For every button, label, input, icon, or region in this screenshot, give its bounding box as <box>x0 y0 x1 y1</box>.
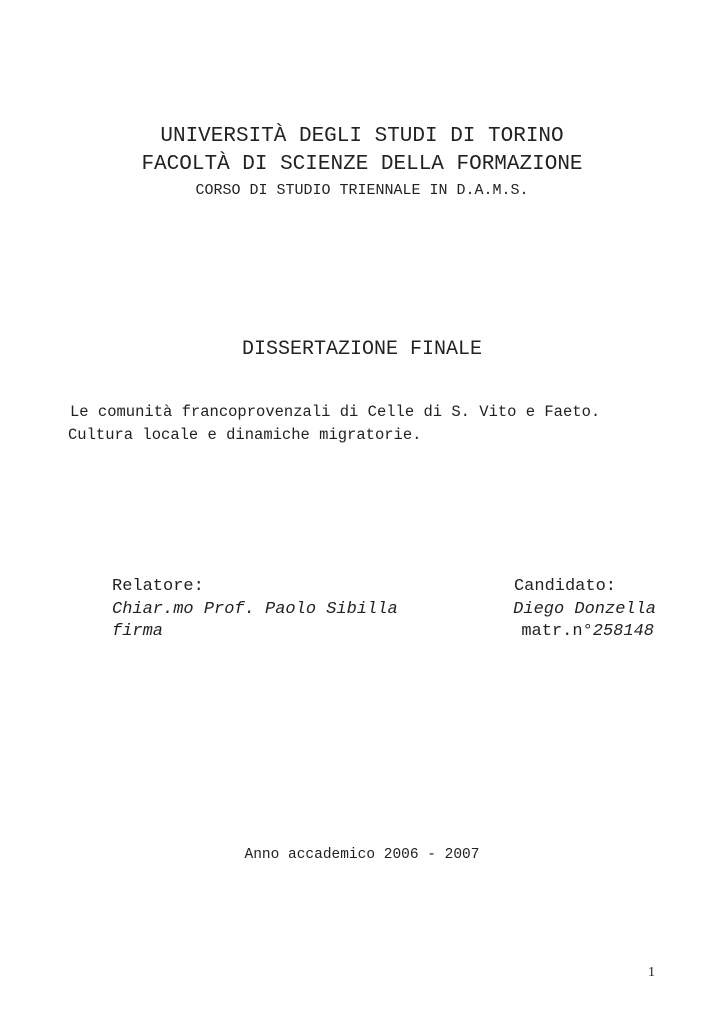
document-type: DISSERTAZIONE FINALE <box>241 338 483 361</box>
course-name: CORSO DI STUDIO TRIENNALE IN D.A.M.S. <box>195 182 529 199</box>
university-name: UNIVERSITÀ DEGLI STUDI DI TORINO <box>160 125 564 148</box>
candidate-id-label: matr.n° <box>521 622 593 641</box>
thesis-title-line-2: Cultura locale e dinamiche migratorie. <box>68 426 422 444</box>
faculty-name: FACOLTÀ DI SCIENZE DELLA FORMAZIONE <box>141 153 583 176</box>
supervisor-name: Chiar.mo Prof. Paolo Sibilla <box>112 600 398 619</box>
supervisor-label: Relatore: <box>112 577 204 596</box>
candidate-name: Diego Donzella <box>513 600 656 619</box>
academic-year: Anno accademico 2006 - 2007 <box>244 847 480 863</box>
candidate-id-number: 258148 <box>592 622 654 641</box>
candidate-id <box>521 623 654 640</box>
thesis-title-line-1: Le comunità francoprovenzali di Celle di S. Vito e Faeto. <box>70 403 601 421</box>
candidate-label: Candidato: <box>513 577 616 596</box>
page-number: 1 <box>648 965 655 980</box>
supervisor-signature-label: firma <box>112 622 164 641</box>
